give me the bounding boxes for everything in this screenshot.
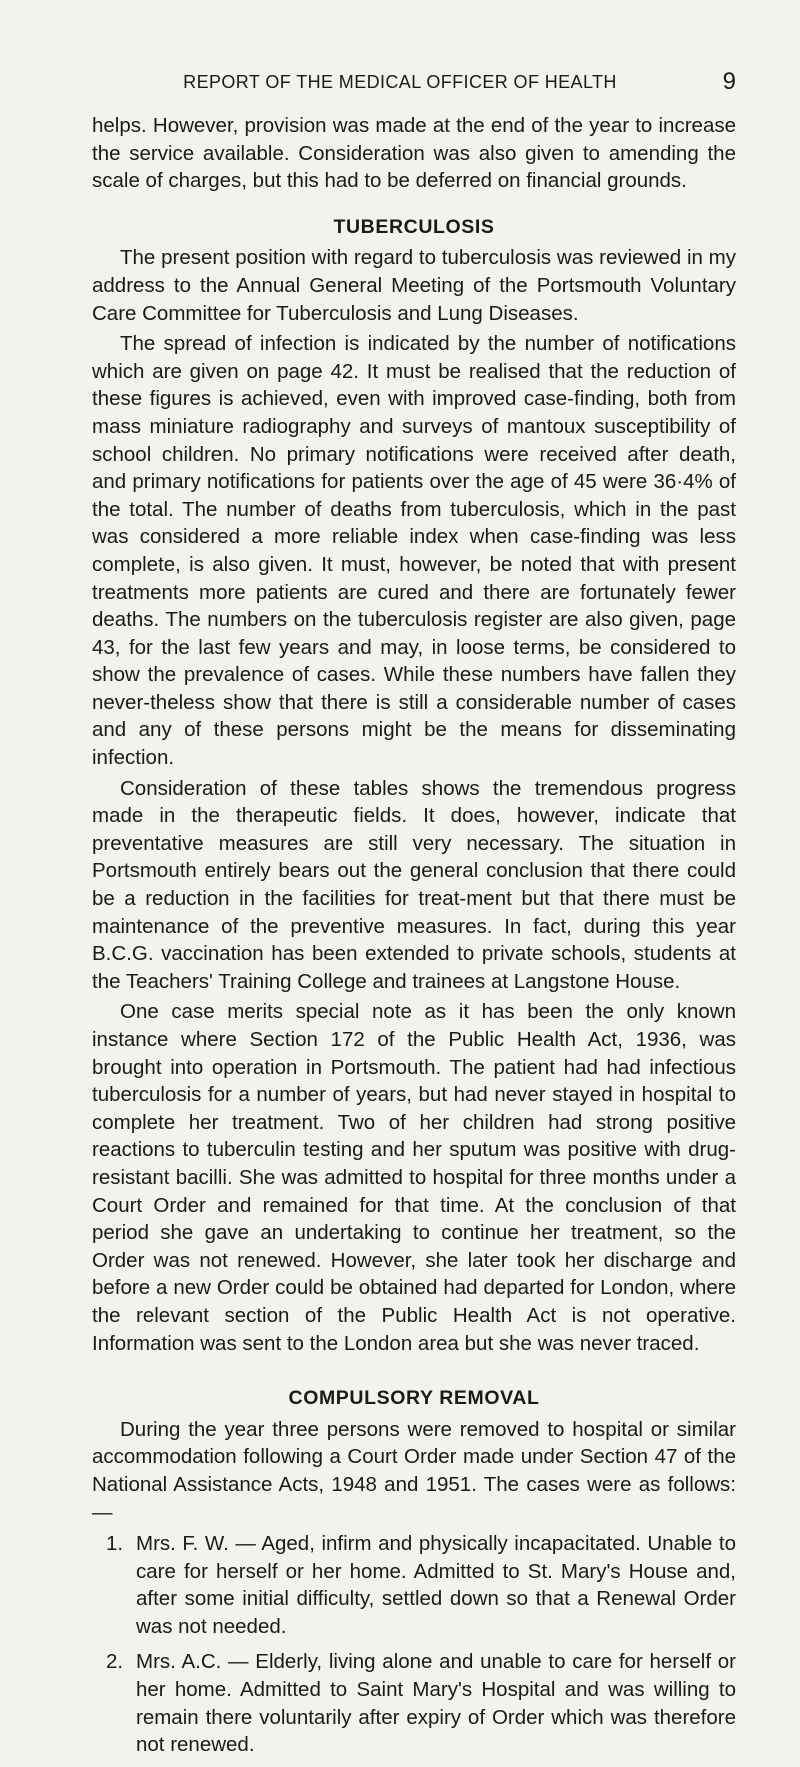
running-title: REPORT OF THE MEDICAL OFFICER OF HEALTH [183, 72, 617, 92]
case-item [92, 1648, 736, 1758]
tuberculosis-paragraph-3: Consideration of these tables shows the tremendous progress made in the therapeutic fields. It does, however, indicate that preventative measures are still very necessary. The situation in Portsmouth entirely bears out the general conclusion that there could be a reduction in the facilities for treat-ment but that there must be maintenance of the preventive measures. In fact, during this year B.C.G. vaccination has been extended to private schools, students at the Teachers' Training College and trainees at Langstone House. [92, 776, 736, 993]
section-heading-tuberculosis: TUBERCULOSIS [333, 215, 495, 238]
case-number: 1. [106, 1532, 124, 1556]
case-text: Mrs. A.C. — Elderly, living alone and unable to care for herself or her home. Admitted to Saint Mary's Hospital and was willing to remain there voluntarily after expiry of Order which was therefore not renewed. [136, 1650, 736, 1757]
case-list [92, 1530, 736, 1759]
case-text: Mrs. F. W. — Aged, infirm and physically incapacitated. Unable to care for herself or her home. Admitted to St. Mary's House and, after some initial difficulty, settled down so that a Renewal Order was not needed. [136, 1532, 736, 1638]
page-number: 9 [722, 68, 736, 95]
compulsory-removal-paragraph: During the year three persons were removed to hospital or similar accommodation following a Court Order made under Section 47 of the National Assistance Acts, 1948 and 1951. The cases were as follows:— [92, 1417, 736, 1524]
case-item [92, 1530, 736, 1640]
tuberculosis-paragraph-1: The present position with regard to tuberculosis was reviewed in my address to the Annual General Meeting of the Portsmouth Voluntary Care Committee for Tuberculosis and Lung Diseases. [92, 246, 736, 325]
page-body [92, 112, 736, 1767]
tuberculosis-paragraph-2: The spread of infection is indicated by the number of notifications which are given on page 42. It must be realised that the reduction of these figures is achieved, even with improved case-finding, both from mass miniature radiography and surveys of mantoux susceptibility of school children. No primary notifications were received after death, and primary notifications for patients over the age of 45 were 36·4% of the total. The number of deaths from tuberculosis, which in the past was considered a more reliable index when case-finding was less complete, is also given. It must, however, be noted that with present treatments more patients are cured and there are fortunately fewer deaths. The numbers on the tuberculosis register are also given, page 43, for the last few years and may, in loose terms, be considered to show the prevalence of cases. While these numbers have fallen they never-theless show that there is still a considerable number of cases and any of these persons might be the means for disseminating infection. [92, 332, 736, 770]
tuberculosis-paragraph-4: One case merits special note as it has been the only known instance where Section 172 of the Public Health Act, 1936, was brought into operation in Portsmouth. The patient had had infectious tuberculosis for a number of years, but had never stayed in hospital to complete her treatment. Two of her children had strong positive reactions to tuberculin testing and her sputum was positive with drug-resistant bacilli. She was admitted to hospital for three months under a Court Order and remained for that time. At the conclusion of that period she gave an undertaking to continue her treatment, so the Order was not renewed. However, she later took her discharge and before a new Order could be obtained had departed for London, where the relevant section of the Public Health Act is not operative. Information was sent to the London area but she was never traced. [92, 1000, 736, 1355]
section-heading-compulsory-removal: COMPULSORY REMOVAL [288, 1387, 540, 1410]
case-number: 2. [106, 1650, 124, 1674]
running-head [0, 68, 800, 98]
intro-paragraph: helps. However, provision was made at the end of the year to increase the service available. Consideration was also given to amending the scale of charges, but this had to be deferred on financial grounds. [92, 114, 736, 193]
